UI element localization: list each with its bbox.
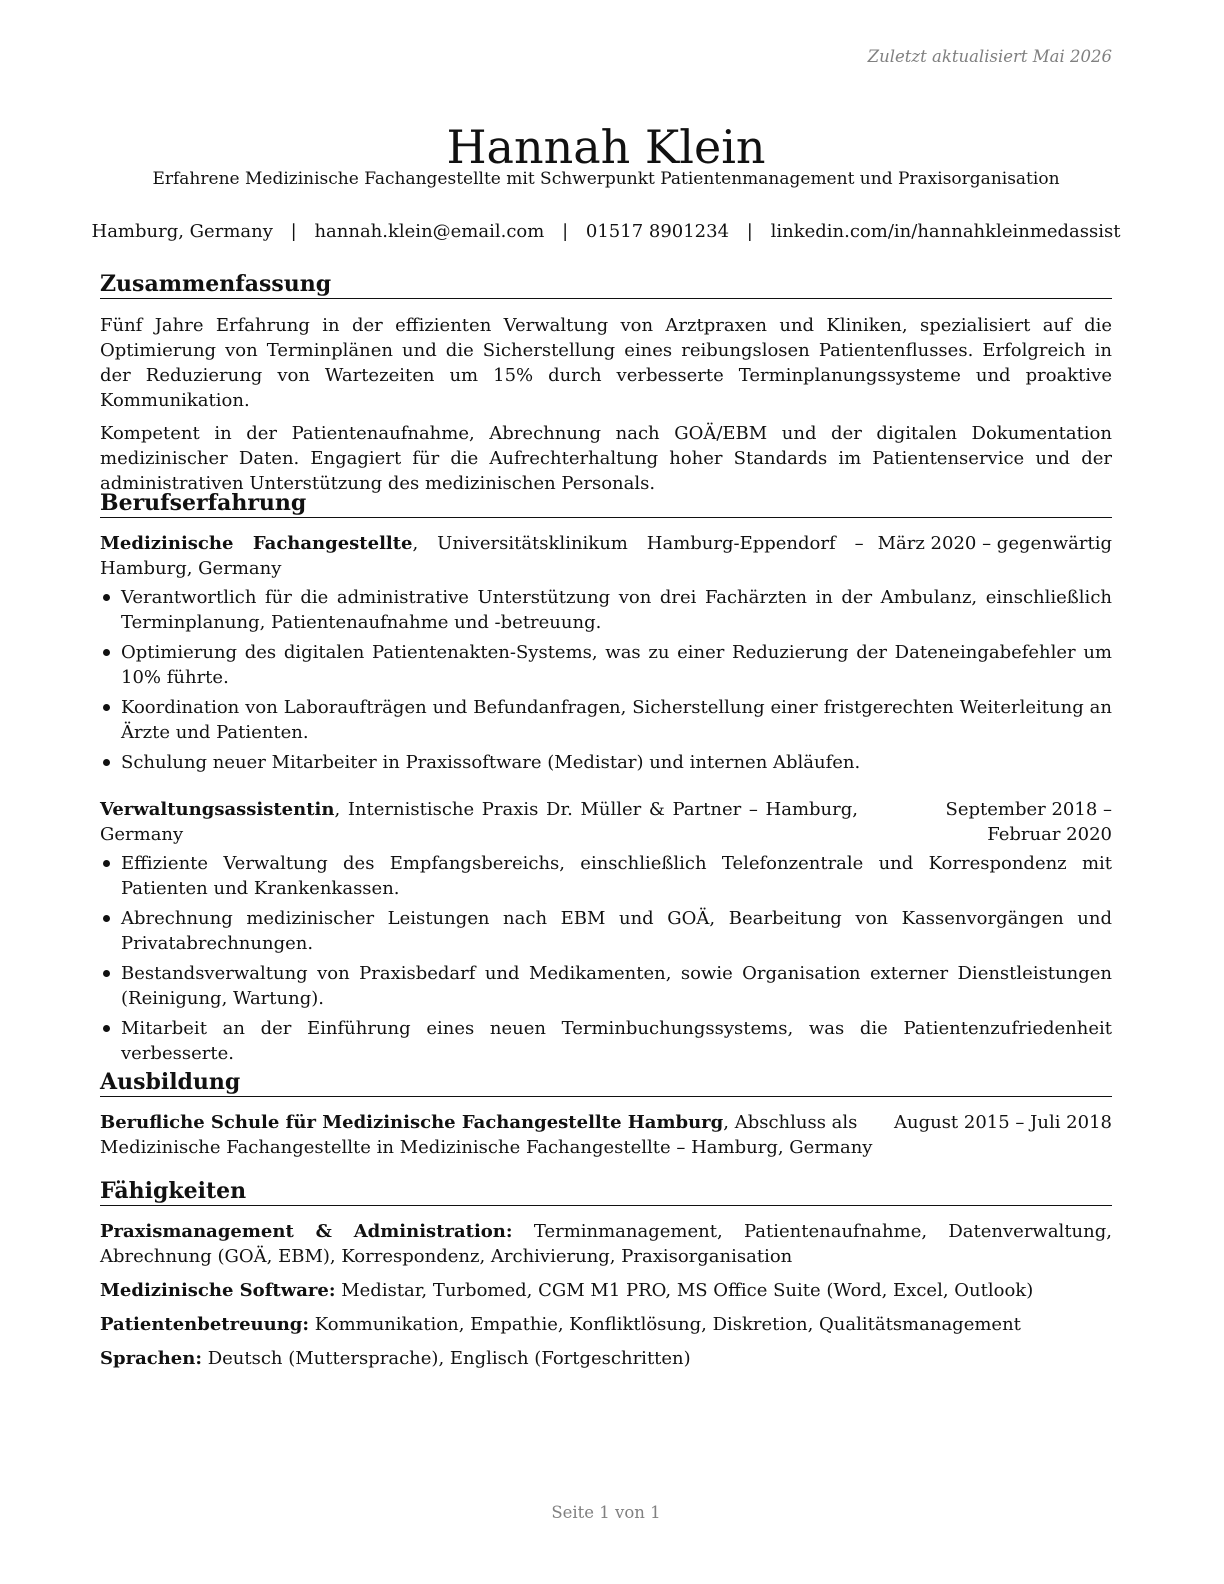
skills-title: Fähigkeiten [100, 1177, 1112, 1206]
skill-row [100, 1219, 1112, 1269]
job-bullet: Abrechnung medizinischer Leistungen nach EBM und GOÄ, Bearbeitung von Kassenvorgängen und Privatabrechnungen. [100, 906, 1112, 956]
contact-phone[interactable]: 01517 8901234 [585, 221, 730, 242]
job-bullet: Bestandsverwaltung von Praxisbedarf und Medikamenten, sowie Organisation externer Dienstleistungen (Reinigung, Wartung). [100, 961, 1112, 1011]
job-bullets [100, 585, 1112, 775]
skill-label: Praxismanagement & Administration: [100, 1221, 513, 1242]
skill-value: Medistar, Turbomed, CGM M1 PRO, MS Office Suite (Word, Excel, Outlook) [335, 1280, 1034, 1301]
job-bullet: Schulung neuer Mitarbeiter in Praxissoftware (Medistar) und internen Abläufen. [100, 750, 1112, 775]
summary-paragraph: Fünf Jahre Erfahrung in der effizienten Verwaltung von Arztpraxen und Kliniken, spezialisiert auf die Optimierung von Terminplänen und die Sicherstellung eines reibungslosen Patientenflusses. Erfolgreich in der Reduzierung von Wartezeiten um 15% durch verbesserte Terminplanungssysteme und proaktive Kommunikation. [100, 315, 1112, 411]
job-entry [100, 797, 1112, 1066]
job-bullet: Mitarbeit an der Einführung eines neuen Terminbuchungssystems, was die Patientenzufriedenheit verbesserte. [100, 1016, 1112, 1066]
job-bullet: Koordination von Laboraufträgen und Befundanfragen, Sicherstellung einer fristgerechten Weiterleitung an Ärzte und Patienten. [100, 695, 1112, 745]
job-header [100, 531, 864, 581]
education-school: Berufliche Schule für Medizinische Fachangestellte Hamburg [100, 1112, 724, 1133]
experience-title: Berufserfahrung [100, 489, 1112, 518]
education-entry [100, 1110, 880, 1160]
summary-paragraph: Kompetent in der Patientenaufnahme, Abrechnung nach GOÄ/EBM und der digitalen Dokumentation medizinischer Daten. Engagiert für die Aufrechterhaltung hoher Standards im Patientenservice und der administrativen Unterstützung des medizinischen Personals. [100, 423, 1112, 494]
contact-linkedin[interactable]: linkedin.com/in/hannahkleinmedassist [770, 221, 1121, 242]
contact-separator: | [746, 221, 753, 242]
skill-value: Terminmanagement, Patientenaufnahme, Datenverwaltung, Abrechnung (GOÄ, EBM), Korrespondenz, Archivierung, Praxisorganisation [100, 1221, 1112, 1267]
job-bullet: Verantwortlich für die administrative Unterstützung von drei Fachärzten in der Ambulanz, einschließlich Terminplanung, Patientenaufnahme und -betreuung. [100, 585, 1112, 635]
summary-title: Zusammenfassung [100, 270, 1112, 299]
job-bullet: Effiziente Verwaltung des Empfangsbereichs, einschließlich Telefonzentrale und Korrespondenz mit Patienten und Krankenkassen. [100, 851, 1112, 901]
headline: Erfahrene Medizinische Fachangestellte mit Schwerpunkt Patientenmanagement und Praxisorganisation [152, 169, 1060, 189]
skills-section [100, 1177, 1112, 1371]
job-dates: März 2020 – gegenwärtig [877, 533, 1112, 554]
education-details: , Abschluss als Medizinische Fachangestellte in Medizinische Fachangestellte – Hamburg, Germany [100, 1112, 873, 1158]
job-bullet: Optimierung des digitalen Patientenakten-Systems, was zu einer Reduzierung der Dateneingabefehler um 10% führte. [100, 640, 1112, 690]
skill-label: Sprachen: [100, 1348, 202, 1369]
job-header [100, 797, 858, 847]
skill-row [100, 1346, 1112, 1371]
skill-row [100, 1312, 1112, 1337]
skill-label: Medizinische Software: [100, 1280, 336, 1301]
summary-section [100, 270, 1112, 496]
skill-label: Patientenbetreuung: [100, 1314, 310, 1335]
contact-separator: | [290, 221, 297, 242]
contact-email[interactable]: hannah.klein@email.com [314, 221, 545, 242]
skill-value: Kommunikation, Empathie, Konfliktlösung, Diskretion, Qualitätsmanagement [309, 1314, 1021, 1335]
page-number: Seite 1 von 1 [551, 1503, 661, 1522]
job-bullets [100, 851, 1112, 1066]
education-section [100, 1068, 1112, 1160]
skill-row [100, 1278, 1112, 1303]
job-dates: September 2018 – Februar 2020 [945, 799, 1112, 845]
job-role: Medizinische Fachangestellte [100, 533, 413, 554]
candidate-name: Hannah Klein [446, 119, 766, 174]
job-details: , Universitätsklinikum Hamburg-Eppendorf – Hamburg, Germany [100, 533, 864, 579]
education-dates: August 2015 – Juli 2018 [893, 1112, 1112, 1133]
contact-location: Hamburg, Germany [91, 221, 273, 242]
job-details: , Internistische Praxis Dr. Müller & Partner – Hamburg, Germany [100, 799, 858, 845]
contact-separator: | [562, 221, 569, 242]
job-entry [100, 531, 1112, 775]
last-updated: Zuletzt aktualisiert Mai 2026 [867, 47, 1112, 66]
contact-line [70, 219, 1142, 244]
skill-value: Deutsch (Muttersprache), Englisch (Fortgeschritten) [201, 1348, 691, 1369]
education-title: Ausbildung [100, 1068, 1112, 1097]
job-role: Verwaltungsassistentin [100, 799, 335, 820]
experience-section [100, 489, 1112, 1071]
